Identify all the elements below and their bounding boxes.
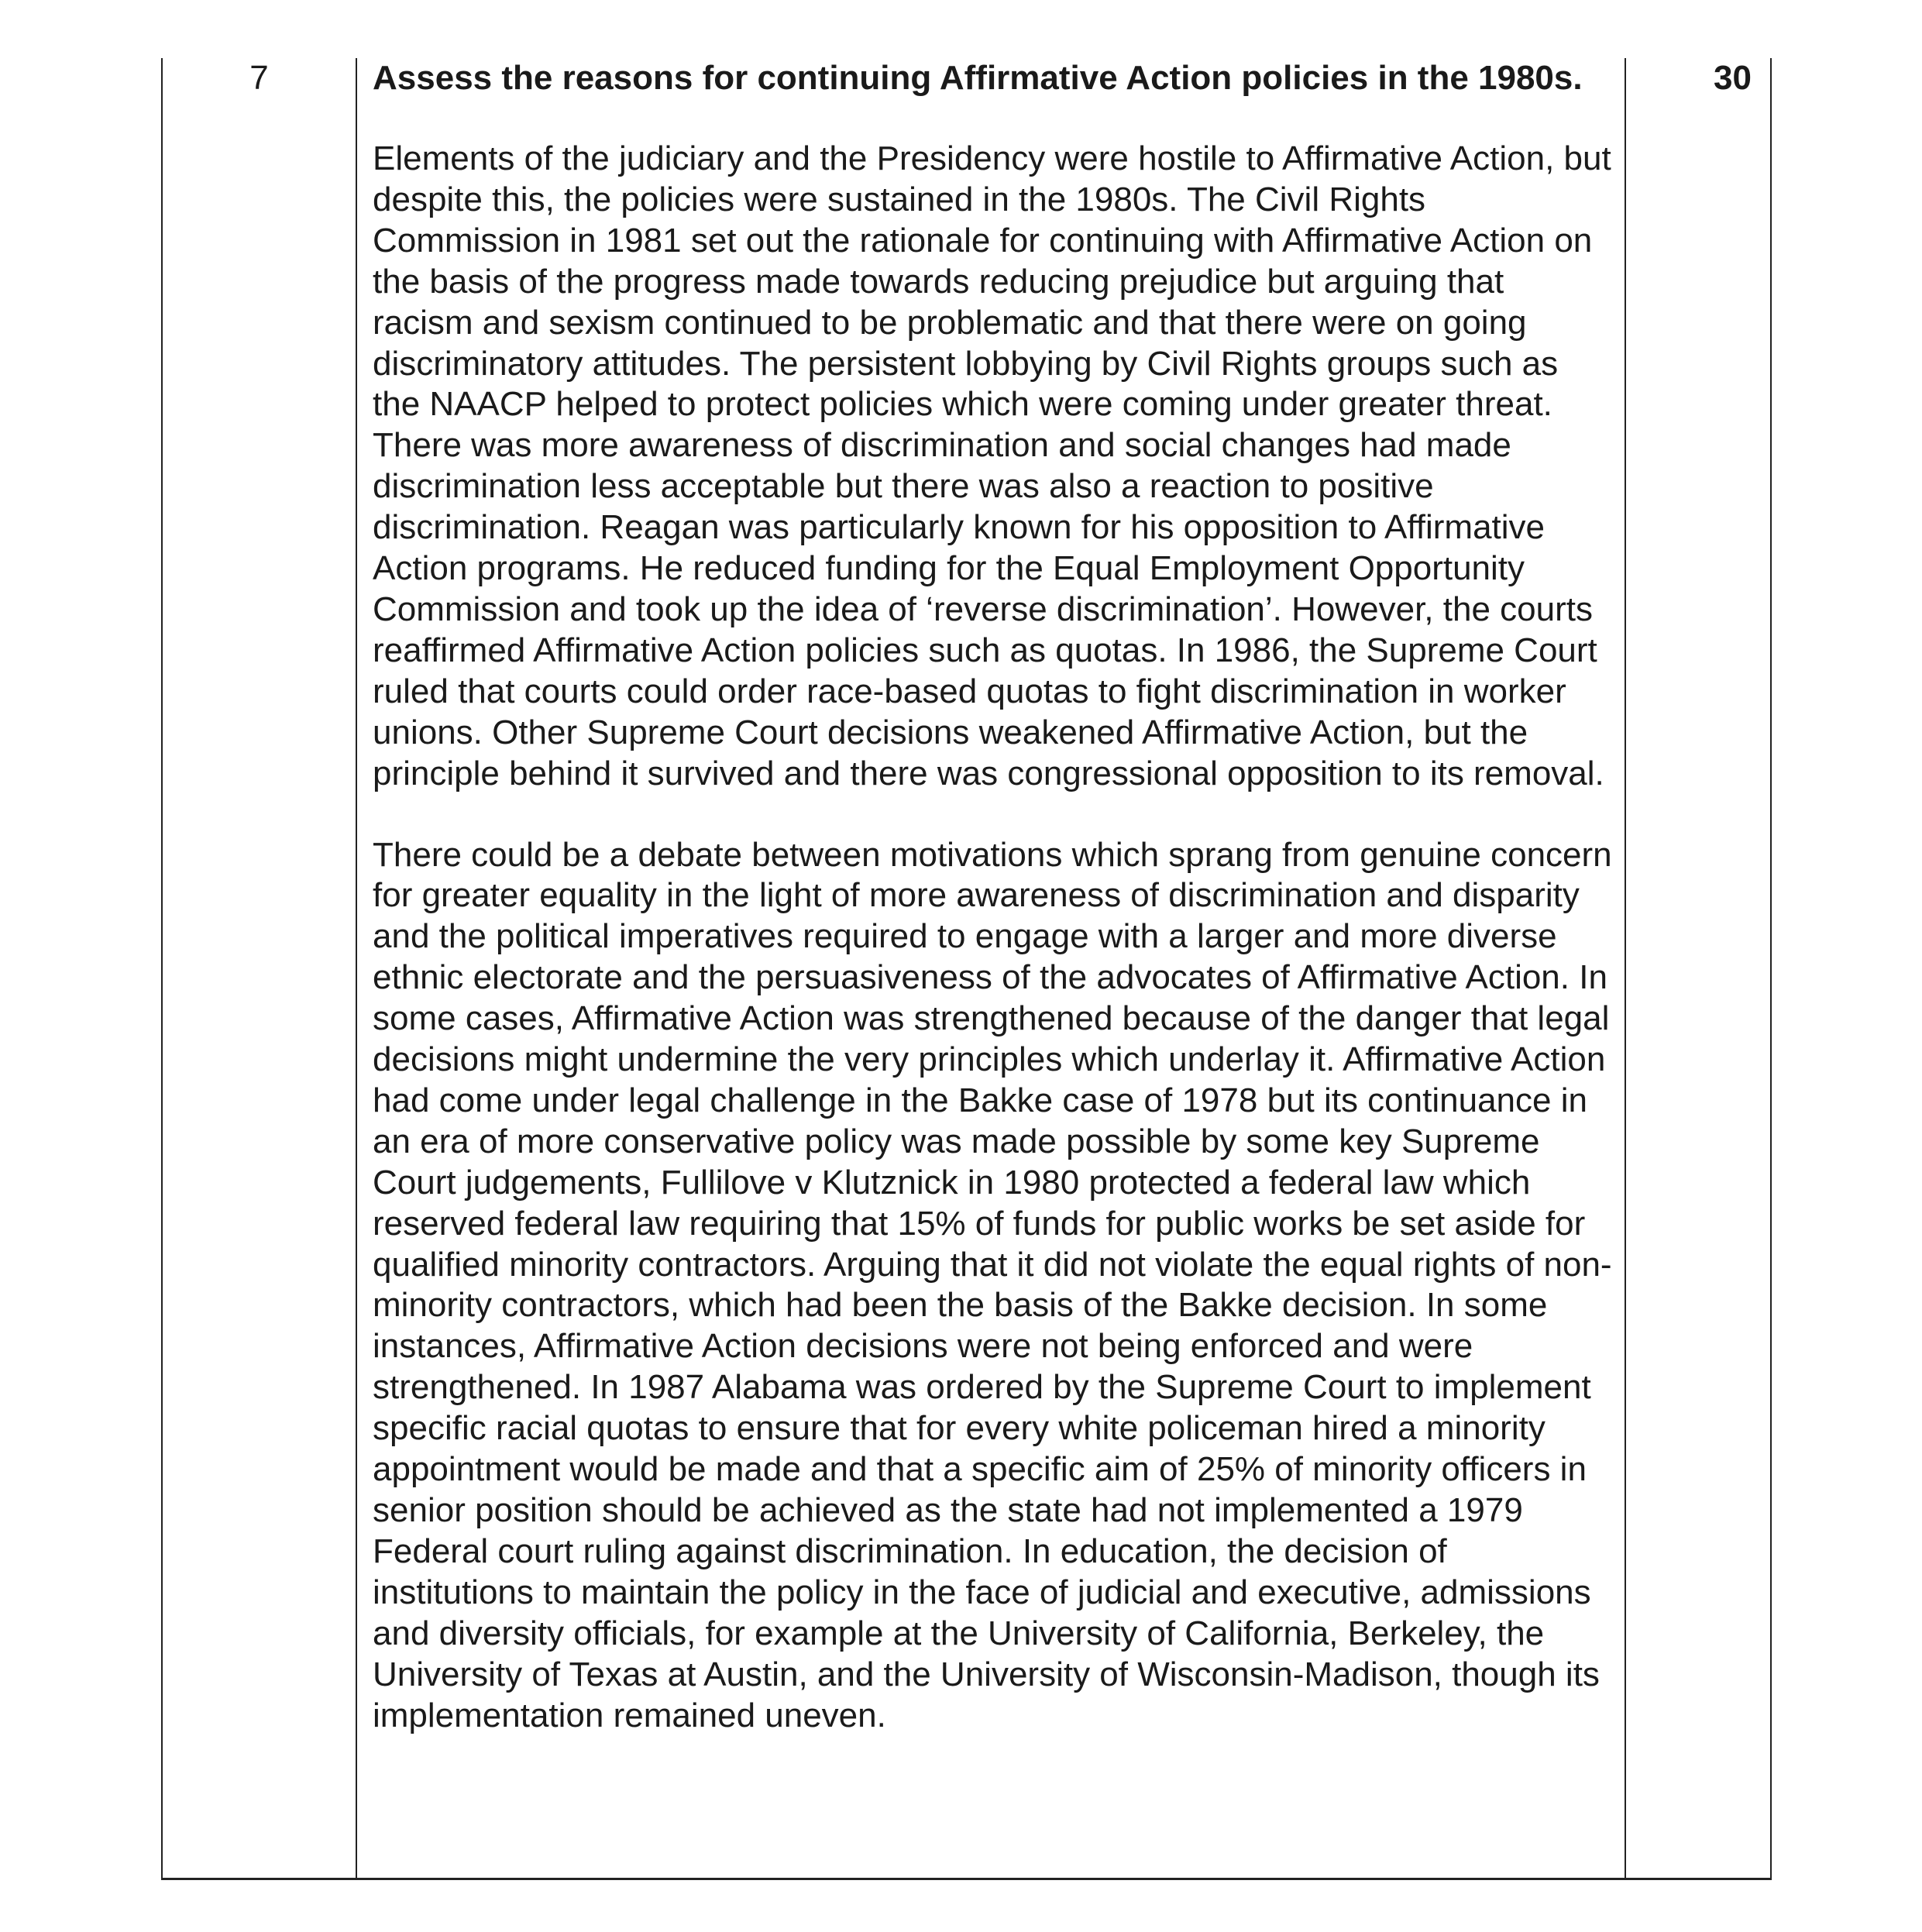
answer-paragraph-2: There could be a debate between motivations which sprang from genuine concern for greater equality in the light of more awareness of discrimination and disparity and the political imperatives required to engage with a larger and more diverse ethnic electorate and the persuasiveness of the advocates of Affirmative Action. In some cases, Affirmative Action was strengthened because of the danger that legal decisions might undermine the very principles which underlay it. Affirmative Action had come under legal challenge in the Bakke case of 1978 but its continuance in an era of more conservative policy was made possible by some key Supreme Court judgements, Fullilove v Klutznick in 1980 protected a federal law which reserved federal law requiring that 15% of funds for public works be set aside for qualified minority contractors. Arguing that it did not violate the equal rights of non-minority contractors, which had been the basis of the Bakke decision. In some instances, Affirmative Action decisions were not being enforced and were strengthened. In 1987 Alabama was ordered by the Supreme Court to implement specific racial quotas to ensure that for every white policeman hired a minority appointment would be made and that a specific aim of 25% of minority officers in senior position should be achieved as the state had not implemented a 1979 Federal court ruling against discrimination. In education, the decision of institutions to maintain the policy in the face of judicial and executive, admissions and diversity officials, for example at the University of California, Berkeley, the University of Texas at Austin, and the University of Wisconsin-Madison, though its implementation remained uneven. (373, 835, 1612, 1734)
column-divider (356, 58, 357, 1878)
mark-scheme-table (161, 58, 1772, 1880)
column-divider (1625, 58, 1626, 1878)
question-text: Assess the reasons for continuing Affirmative Action policies in the 1980s. (373, 59, 1583, 97)
answer-paragraph-1: Elements of the judiciary and the Presidency were hostile to Affirmative Action, but despite this, the policies were sustained in the 1980s. The Civil Rights Commission in 1981 set out the rationale for continuing with Affirmative Action on the basis of the progress made towards reducing prejudice but arguing that racism and sexism continued to be problematic and that there were on going discriminatory attitudes. The persistent lobbying by Civil Rights groups such as the NAACP helped to protect policies which were coming under greater threat. There was more awareness of discrimination and social changes had made discrimination less acceptable but there was also a reaction to positive discrimination. Reagan was particularly known for his opposition to Affirmative Action programs. He reduced funding for the Equal Employment Opportunity Commission and took up the idea of ‘reverse discrimination’. However, the courts reaffirmed Affirmative Action policies such as quotas. In 1986, the Supreme Court ruled that courts could order race-based quotas to fight discrimination in worker unions. Other Supreme Court decisions weakened Affirmative Action, but the principle behind it survived and there was congressional opposition to its removal. (373, 139, 1611, 792)
marks-value: 30 (1714, 59, 1752, 97)
question-number: 7 (249, 59, 269, 97)
answer-cell (373, 58, 1612, 1736)
